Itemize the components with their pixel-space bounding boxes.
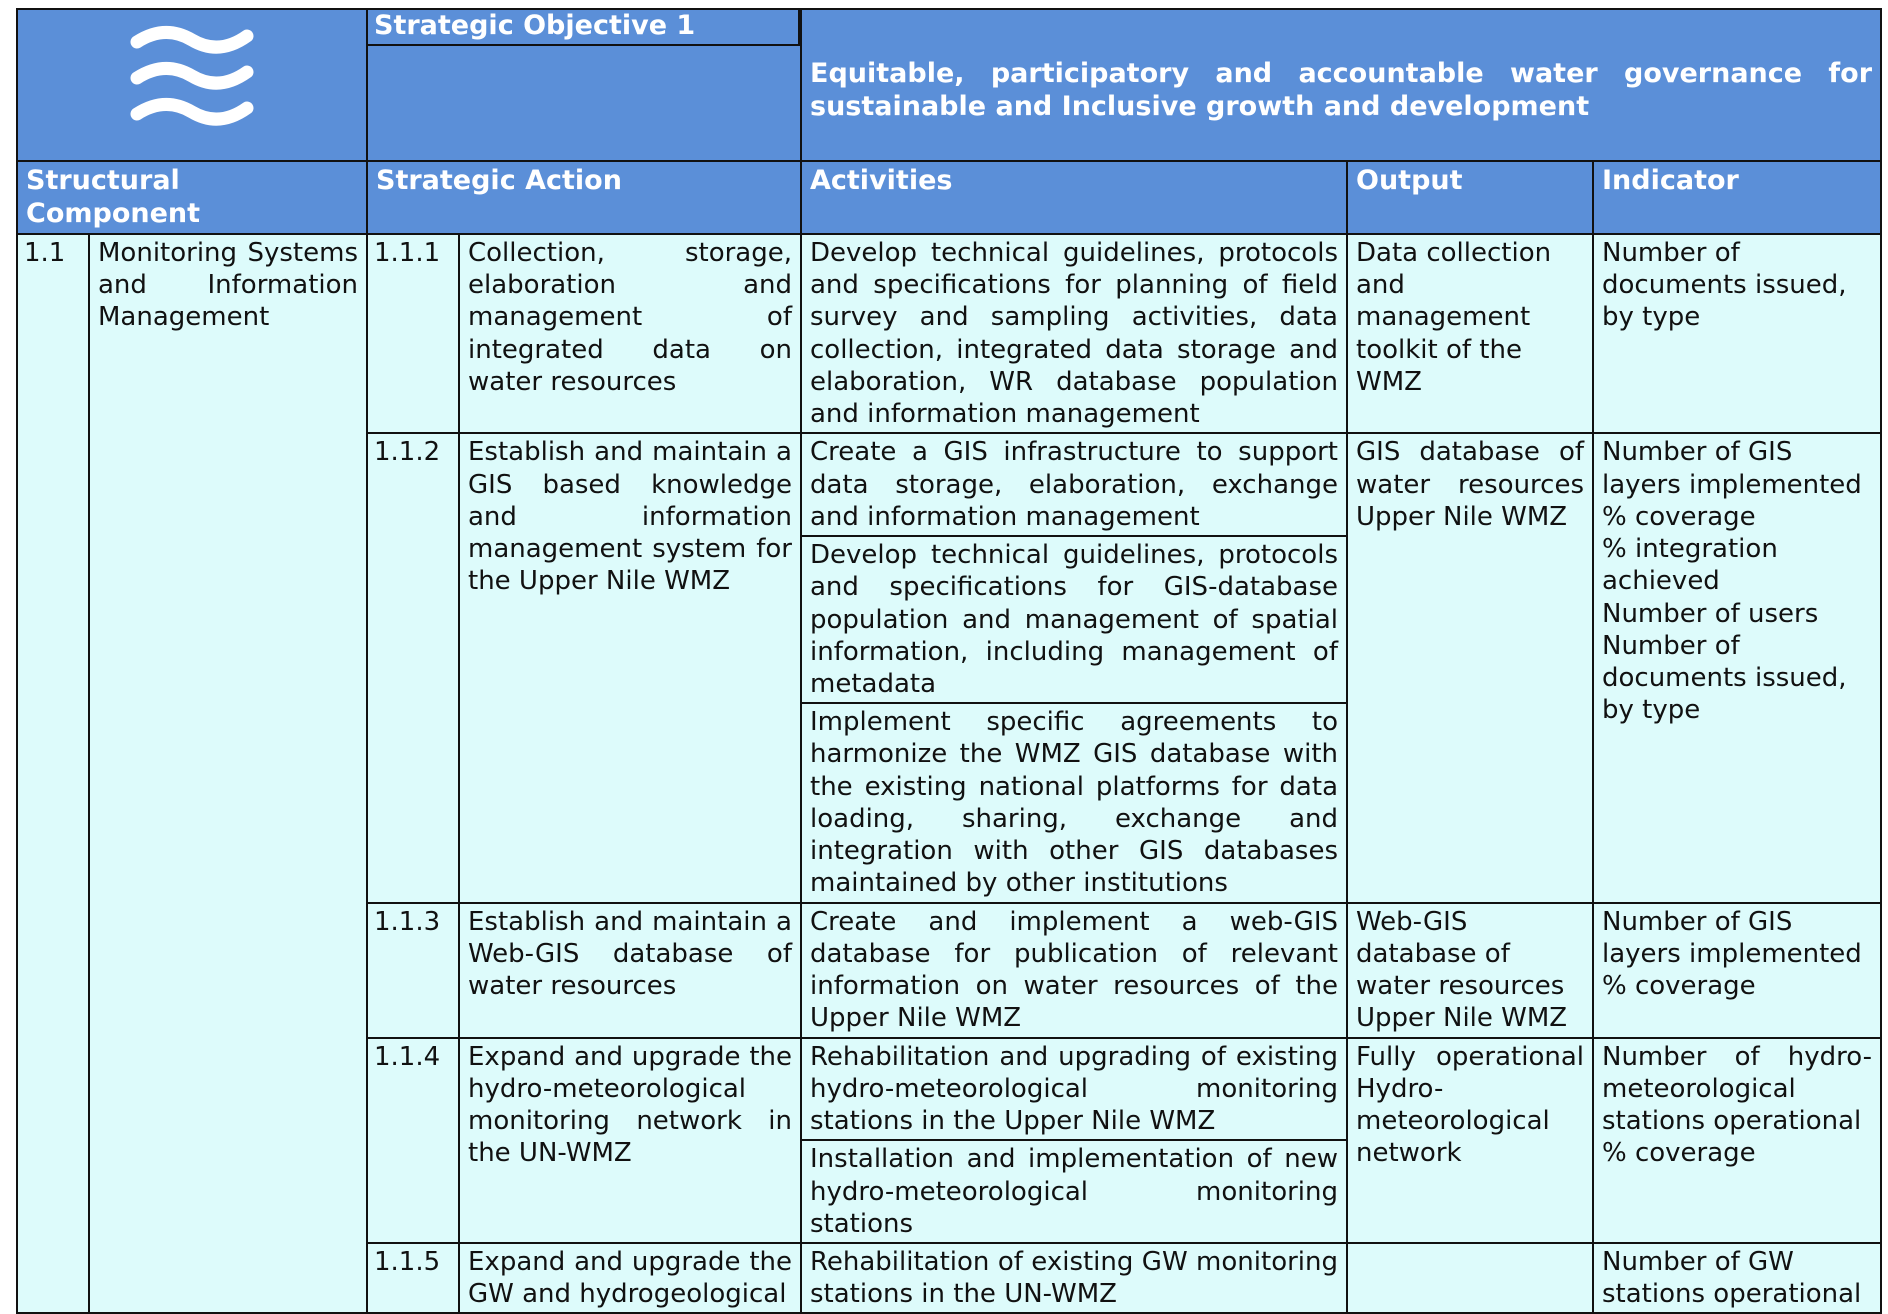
indicator-text: Number of documents issued, by type xyxy=(1593,234,1881,433)
objective-header-row xyxy=(17,9,1881,161)
activity-text: Create a GIS infrastructure to support data storage, elaboration, exchange and information management xyxy=(801,433,1347,536)
column-header-row xyxy=(17,161,1881,234)
action-text: Expand and upgrade the hydro-meteorological monitoring network in the UN-WMZ xyxy=(459,1038,801,1243)
activity-text: Installation and implementation of new hydro-meteorological monitoring stations xyxy=(801,1140,1347,1243)
activity-text: Rehabilitation of existing GW monitoring stations in the UN-WMZ xyxy=(801,1243,1347,1313)
component-name: Monitoring Systems and Information Management xyxy=(89,234,367,1314)
activity-text: Rehabilitation and upgrading of existing hydro-meteorological monitoring stations in the Upper Nile WMZ xyxy=(801,1038,1347,1141)
output-text: GIS database of water resources Upper Nile WMZ xyxy=(1347,433,1593,902)
column-header: Indicator xyxy=(1593,161,1881,234)
column-header: Output xyxy=(1347,161,1593,234)
action-text: Establish and maintain a GIS based knowledge and information management system for the Upper Nile WMZ xyxy=(459,433,801,902)
indicator-text: Number of GW stations operational xyxy=(1593,1243,1881,1313)
action-number: 1.1.5 xyxy=(367,1243,459,1313)
column-header: Strategic Action xyxy=(367,161,801,234)
action-text: Collection, storage, elaboration and management of integrated data on water resources xyxy=(459,234,801,433)
objective-label-cell xyxy=(367,9,801,161)
action-text: Establish and maintain a Web-GIS database of water resources xyxy=(459,903,801,1038)
action-number: 1.1.2 xyxy=(367,433,459,902)
logo-cell xyxy=(17,9,367,161)
column-header: Structural Component xyxy=(17,161,367,234)
water-waves-icon xyxy=(127,20,257,130)
objective-label: Strategic Objective 1 xyxy=(368,10,800,46)
objective-text-cell xyxy=(801,9,1881,161)
action-number: 1.1.4 xyxy=(367,1038,459,1243)
indicator-text: Number of GIS layers implemented % coverage % integration achieved Number of users Number of documents issued, by type xyxy=(1593,433,1881,902)
output-text: Fully operational Hydro-meteorological network xyxy=(1347,1038,1593,1243)
activity-text: Develop technical guidelines, protocols and specifications for planning of field survey and sampling activities, data collection, integrated data storage and elaboration, WR database population and information management xyxy=(801,234,1347,433)
activity-text: Implement specific agreements to harmonize the WMZ GIS database with the existing national platforms for data loading, sharing, exchange and integration with other GIS databases maintained by other institutions xyxy=(801,703,1347,902)
output-text: Web-GIS database of water resources Upper Nile WMZ xyxy=(1347,903,1593,1038)
action-number: 1.1.3 xyxy=(367,903,459,1038)
objective-text: Equitable, participatory and accountable water governance for sustainable and Inclusive growth and development xyxy=(810,58,1873,122)
column-header: Activities xyxy=(801,161,1347,234)
indicator-text: Number of GIS layers implemented % coverage xyxy=(1593,903,1881,1038)
output-text xyxy=(1347,1243,1593,1313)
strategic-plan-table xyxy=(16,8,1882,1314)
indicator-text: Number of hydro-meteorological stations operational % coverage xyxy=(1593,1038,1881,1243)
activity-text: Create and implement a web-GIS database for publication of relevant information on water resources of the Upper Nile WMZ xyxy=(801,903,1347,1038)
table-row xyxy=(17,234,1881,433)
action-number: 1.1.1 xyxy=(367,234,459,433)
output-text: Data collection and management toolkit of the WMZ xyxy=(1347,234,1593,433)
component-number: 1.1 xyxy=(17,234,89,1314)
activity-text: Develop technical guidelines, protocols and specifications for GIS-database population and management of spatial information, including management of metadata xyxy=(801,536,1347,703)
action-text: Expand and upgrade the GW and hydrogeological xyxy=(459,1243,801,1313)
